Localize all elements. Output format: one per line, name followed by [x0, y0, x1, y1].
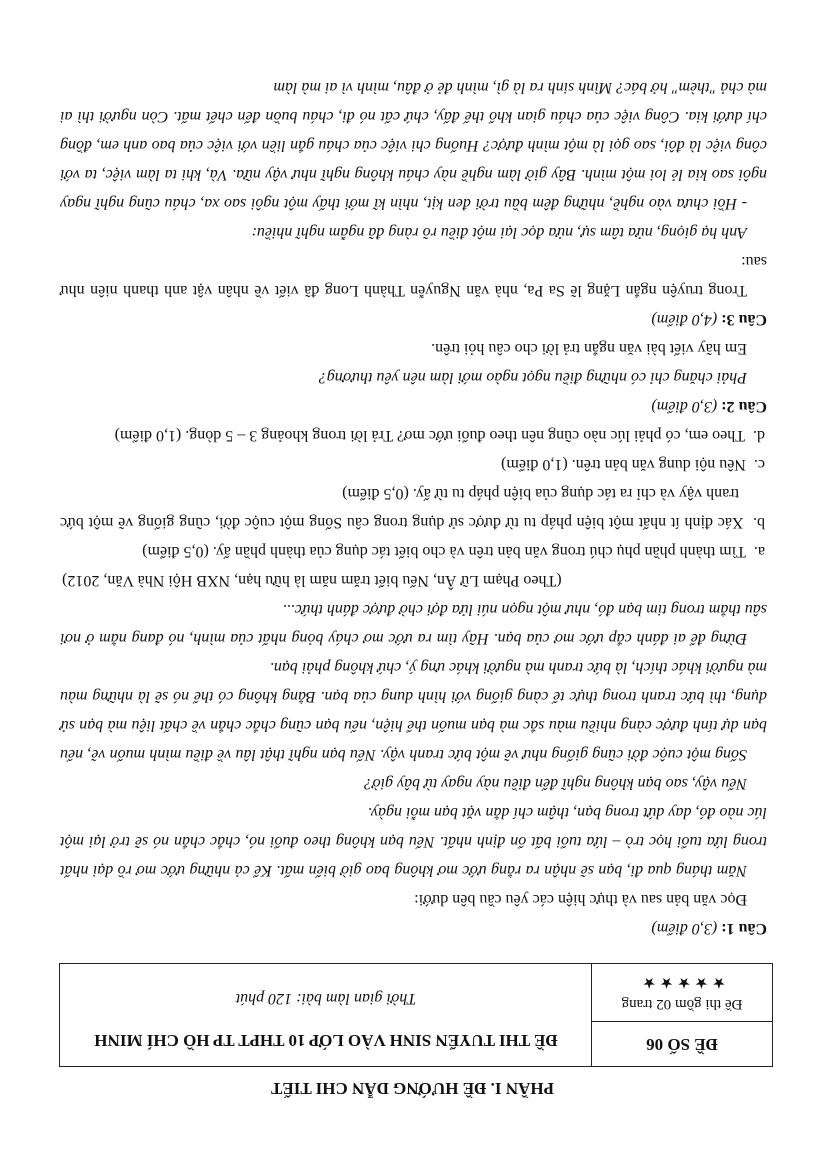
item-text: Theo em, có phải lúc nào cũng nên theo đuổi ước mơ? Trả lời trong khoảng 3 – 5 dòng. (1,0 điểm)	[114, 427, 745, 444]
q3-points: (4,0 điểm)	[651, 311, 718, 328]
q2-instruction: Em hãy viết bài văn ngắn trả lời cho câu hỏi trên.	[431, 340, 747, 357]
item-text: Nêu nội dung văn bản trên. (1,0 điểm)	[501, 456, 746, 473]
item-key: c.	[753, 456, 765, 473]
passage-paragraph: Nếu vậy, sao bạn không nghĩ đến điều này ngay từ bây giờ?	[364, 775, 747, 792]
q1-points: (3,0 điểm)	[651, 920, 718, 937]
exam-title: ĐỀ THI TUYỂN SINH VÀO LỚP 10 THPT TP HỒ CHÍ MINH	[94, 1031, 558, 1050]
exam-code-cell	[591, 964, 772, 1066]
exam-code: ĐỀ SỐ 06	[592, 1021, 772, 1066]
item-key: b.	[753, 514, 765, 531]
q1-heading	[60, 914, 767, 943]
exam-time: Thời gian làm bài: 120 phút	[235, 990, 417, 1007]
passage-paragraph: Đừng để ai đánh cắp ước mơ của bạn. Hãy tìm ra ước mơ cháy bỏng nhất của mình, nó đang nằm ở nơi sâu thẳm trong tim bạn đó, như một ngọn núi lửa đợi chờ được đánh thức...	[60, 601, 767, 647]
q1-item-c	[60, 450, 767, 479]
passage-paragraph: Sống một cuộc đời cũng giống như vẽ một bức tranh vậy. Nếu bạn nghĩ thật lâu về điều mình muốn vẽ, nếu bạn dự tính được càng nhiều màu sắc mà bạn muốn thể hiện, nếu bạn cũng chắc chắn về chất liệu mà bạn sử dụng, thì bức tranh trong thực tế càng giống với hình dung của bạn. Bằng không có thể nó sẽ là những màu mà người khác thích, là bức tranh mà người khác ưng ý, chứ không phải bạn.	[60, 659, 767, 763]
q1-instruction: Đọc văn bản sau và thực hiện các yêu cầu bên dưới:	[414, 891, 747, 908]
part-title: PHẦN I. ĐỀ HƯỚNG DẪN CHI TIẾT	[271, 1079, 554, 1098]
q2-prompt: Phải chăng chỉ có những điều ngọt ngào mới làm nên yêu thương?	[318, 369, 747, 386]
passage-source: (Theo Phạm Lữ Ân, Nếu biết trăm năm là hữu hạn, NXB Hội Nhà Văn, 2012)	[62, 572, 562, 589]
item-key: a.	[753, 543, 765, 560]
item-text: Xác định ít nhất một biện pháp tu từ được sử dụng trong câu Sống một cuộc đời, cũng giống vẽ một bức tranh vậy và chỉ ra tác dụng của biện pháp tu từ ấy. (0,5 điểm)	[59, 485, 744, 531]
exam-header-box	[59, 963, 773, 1067]
q1-label: Câu 1:	[721, 920, 767, 937]
q1-item-d	[60, 421, 767, 450]
item-text: Tìm thành phần phụ chú trong văn bản trên và cho biết tác dụng của thành phần ấy. (0,5 điểm)	[142, 543, 746, 560]
q2-label: Câu 2:	[721, 398, 767, 415]
item-key: d.	[753, 427, 765, 444]
q3-label: Câu 3:	[721, 311, 767, 328]
q3-heading	[60, 305, 767, 334]
q3-quote: - Hồi chưa vào nghề, những đêm bầu trời đen kịt, nhìn kĩ mới thấy một ngôi sao xa, cháu cũng nghĩ ngay ngôi sao kia lẻ loi một mình. Bây giờ làm nghề này cháu không nghĩ như vậy nữa. Và, khi ta làm việc, ta với công việc là đôi, sao gọi là một mình được? Huống chi việc của cháu gắn liền với việc của bao anh em, đồng chí dưới kia. Công việc của cháu gian khổ thế đấy, chứ cất nó đi, cháu buồn đến chết mất. Còn người thì ai mà chả "thèm" hở bác? Mình sinh ra là gì, mình đẻ ở đâu, mình vì ai mà làm	[60, 79, 767, 212]
q3-quote-intro: Anh hạ giọng, nửa tâm sự, nửa đọc lại một điều rõ ràng đã ngẫm nghĩ nhiều:	[251, 224, 747, 241]
q1-item-a	[60, 537, 767, 566]
difficulty-stars: ★★★★★	[638, 974, 726, 990]
exam-content	[60, 73, 767, 943]
q2-points: (3,0 điểm)	[651, 398, 718, 415]
passage-paragraph: Năm tháng qua đi, bạn sẽ nhận ra rằng ước mơ không bao giờ biến mất. Kể cả những ước mơ rồ dại nhất trong lứa tuổi học trò – lứa tuổi bất ổn định nhất. Nếu bạn không theo đuổi nó, chắc chắn nó sẽ trở lại một lúc nào đó, day dứt trong bạn, thậm chí dằn vặt bạn mỗi ngày.	[60, 804, 767, 879]
page-count: Đề thi gồm 02 trang	[621, 996, 743, 1012]
q2-heading	[60, 392, 767, 421]
q3-intro: Trong truyện ngắn Lặng lẽ Sa Pa, nhà văn Nguyễn Thành Long đã viết về nhân vật anh thanh niên như sau:	[60, 253, 767, 299]
q1-item-b	[60, 479, 767, 537]
